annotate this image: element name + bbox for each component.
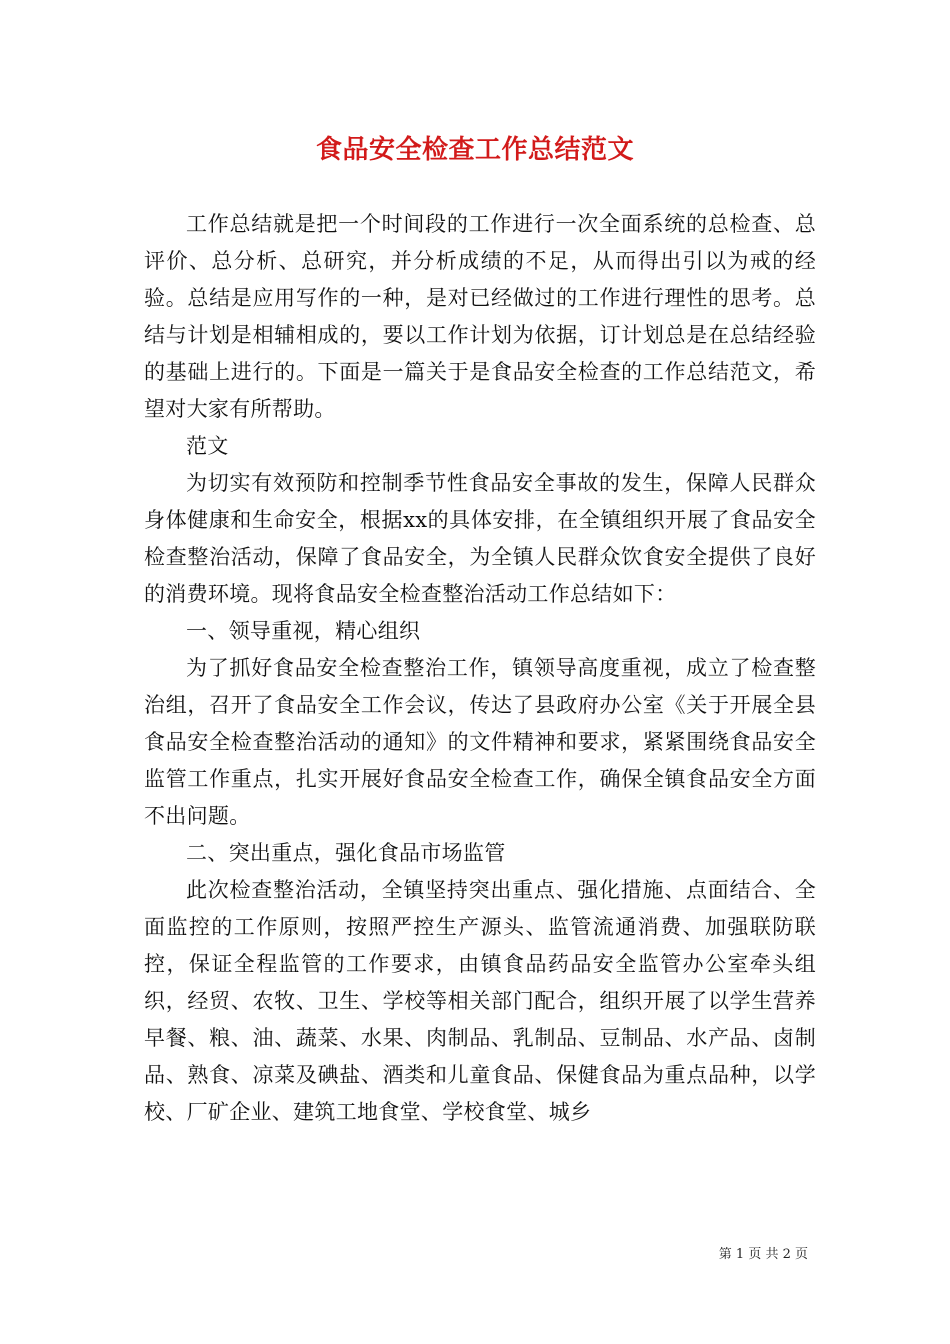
section-heading-2: 二、突出重点，强化食品市场监管 bbox=[186, 841, 506, 865]
paragraph-section-1: 为了抓好食品安全检查整治工作，镇领导高度重视，成立了检查整治组，召开了食品安全工作会议，传达了县政府办公室《关于开展全县食品安全检查整治活动的通知》的文件精神和要求，紧紧围绕食品安全监管工作重点，扎实开展好食品安全检查工作，确保全镇食品安全方面不出问题。 bbox=[144, 656, 816, 828]
paragraph-background: 为切实有效预防和控制季节性食品安全事故的发生，保障人民群众身体健康和生命安全，根据xx的具体安排，在全镇组织开展了食品安全检查整治活动，保障了食品安全，为全镇人民群众饮食安全提供了良好的消费环境。现将食品安全检查整治活动工作总结如下： bbox=[144, 471, 816, 606]
paragraph-heading-sample: 范文 bbox=[186, 434, 229, 458]
paragraph-intro: 工作总结就是把一个时间段的工作进行一次全面系统的总检查、总评价、总分析、总研究，并分析成绩的不足，从而得出引以为戒的经验。总结是应用写作的一种，是对已经做过的工作进行理性的思考。总结与计划是相辅相成的，要以工作计划为依据，订计划总是在总结经验的基础上进行的。下面是一篇关于是食品安全检查的工作总结范文，希望对大家有所帮助。 bbox=[144, 212, 816, 421]
section-heading-1: 一、领导重视，精心组织 bbox=[186, 619, 421, 643]
page-number-footer: 第 1 页 共 2 页 bbox=[718, 1247, 808, 1262]
paragraph-section-2: 此次检查整治活动，全镇坚持突出重点、强化措施、点面结合、全面监控的工作原则，按照严控生产源头、监管流通消费、加强联防联控，保证全程监管的工作要求，由镇食品药品安全监管办公室牵头组织，经贸、农牧、卫生、学校等相关部门配合，组织开展了以学生营养早餐、粮、油、蔬菜、水果、肉制品、乳制品、豆制品、水产品、卤制品、熟食、凉菜及碘盐、酒类和儿童食品、保健食品为重点品种，以学校、厂矿企业、建筑工地食堂、学校食堂、城乡 bbox=[144, 878, 816, 1124]
document-title: 食品安全检查工作总结范文 bbox=[315, 135, 634, 165]
document-body bbox=[144, 206, 816, 1131]
